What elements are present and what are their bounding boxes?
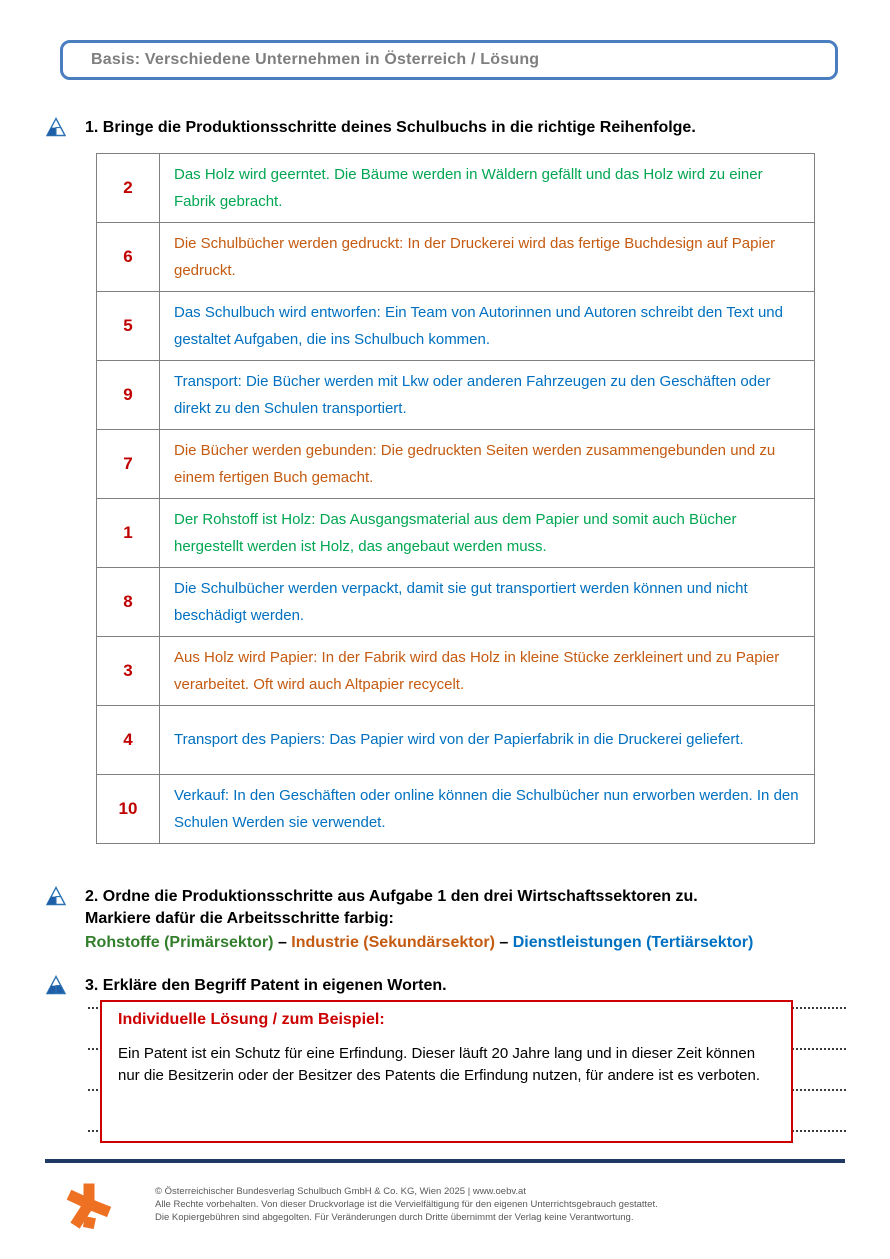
difficulty-pyramid-icon bbox=[45, 975, 67, 995]
production-steps-table bbox=[96, 153, 815, 844]
step-description: Transport: Die Bücher werden mit Lkw oder anderen Fahrzeugen zu den Geschäften oder direkt zu den Schulen transportiert. bbox=[160, 361, 815, 430]
copyright-line2: Alle Rechte vorbehalten. Von dieser Druckvorlage ist die Vervielfältigung für den eigenen Unterrichtsgebrauch gestattet. bbox=[155, 1199, 658, 1210]
step-description: Das Schulbuch wird entworfen: Ein Team von Autorinnen und Autoren schreibt den Text und gestaltet Aufgaben, die ins Schulbuch kommen. bbox=[160, 292, 815, 361]
oebv-logo-icon bbox=[66, 1180, 112, 1232]
step-order-number: 4 bbox=[97, 706, 160, 775]
step-description: Transport des Papiers: Das Papier wird von der Papierfabrik in die Druckerei geliefert. bbox=[160, 706, 815, 775]
step-description: Die Schulbücher werden gedruckt: In der Druckerei wird das fertige Buchdesign auf Papier gedruckt. bbox=[160, 223, 815, 292]
step-order-number: 2 bbox=[97, 154, 160, 223]
worksheet-title: Basis: Verschiedene Unternehmen in Österreich / Lösung bbox=[91, 51, 540, 68]
table-row bbox=[97, 154, 815, 223]
step-order-number: 9 bbox=[97, 361, 160, 430]
legend-separator: – bbox=[499, 934, 509, 951]
task2-title-line1: 2. Ordne die Produktionsschritte aus Aufgabe 1 den drei Wirtschaftssektoren zu. bbox=[85, 888, 698, 905]
table-row bbox=[97, 292, 815, 361]
table-row bbox=[97, 706, 815, 775]
solution-box bbox=[100, 1000, 793, 1143]
legend-separator: – bbox=[277, 934, 287, 951]
copyright-line1: © Österreichischer Bundesverlag Schulbuch GmbH & Co. KG, Wien 2025 | www.oebv.at bbox=[155, 1186, 526, 1197]
task2-heading-row bbox=[45, 886, 753, 954]
solution-text: Ein Patent ist ein Schutz für eine Erfindung. Dieser läuft 20 Jahre lang und in dieser Zeit können nur die Besitzerin oder der Besitzer des Patents die Erfindung nutzen, für andere ist es verboten. bbox=[118, 1045, 761, 1084]
step-order-number: 8 bbox=[97, 568, 160, 637]
task1-heading-row bbox=[45, 117, 696, 139]
step-order-number: 5 bbox=[97, 292, 160, 361]
table-row bbox=[97, 637, 815, 706]
task3-answer-area bbox=[88, 1000, 846, 1152]
table-row bbox=[97, 568, 815, 637]
copyright-text bbox=[155, 1185, 658, 1224]
step-description: Verkauf: In den Geschäften oder online können die Schulbücher nun erworben werden. In den Schulen Werden sie verwendet. bbox=[160, 775, 815, 844]
legend-secondary-sector: Industrie (Sekundärsektor) bbox=[291, 934, 495, 951]
footer-divider bbox=[45, 1159, 845, 1163]
task3-title: 3. Erkläre den Begriff Patent in eigenen Worten. bbox=[85, 977, 447, 994]
step-order-number: 1 bbox=[97, 499, 160, 568]
task3-heading-row bbox=[45, 975, 447, 997]
table-row bbox=[97, 223, 815, 292]
sector-color-legend bbox=[85, 932, 753, 954]
worksheet-title-box bbox=[60, 40, 838, 80]
step-description: Die Bücher werden gebunden: Die gedruckten Seiten werden zusammengebunden und zu einem fertigen Buch gemacht. bbox=[160, 430, 815, 499]
task1-title: 1. Bringe die Produktionsschritte deines Schulbuchs in die richtige Reihenfolge. bbox=[85, 119, 696, 136]
task2-text-block bbox=[85, 886, 753, 954]
step-description: Das Holz wird geerntet. Die Bäume werden in Wäldern gefällt und das Holz wird zu einer Fabrik gebracht. bbox=[160, 154, 815, 223]
legend-primary-sector: Rohstoffe (Primärsektor) bbox=[85, 934, 274, 951]
difficulty-pyramid-icon bbox=[45, 117, 67, 137]
difficulty-pyramid-icon bbox=[45, 886, 67, 906]
table-row bbox=[97, 775, 815, 844]
step-order-number: 7 bbox=[97, 430, 160, 499]
table-row bbox=[97, 499, 815, 568]
step-description: Der Rohstoff ist Holz: Das Ausgangsmaterial aus dem Papier und somit auch Bücher hergestellt werden ist Holz, das angebaut werden muss. bbox=[160, 499, 815, 568]
solution-heading: Individuelle Lösung / zum Beispiel: bbox=[118, 1011, 385, 1028]
table-row bbox=[97, 361, 815, 430]
production-steps-body bbox=[97, 154, 815, 844]
table-row bbox=[97, 430, 815, 499]
task2-title-line2: Markiere dafür die Arbeitsschritte farbig: bbox=[85, 910, 394, 927]
step-order-number: 3 bbox=[97, 637, 160, 706]
step-description: Die Schulbücher werden verpackt, damit sie gut transportiert werden können und nicht beschädigt werden. bbox=[160, 568, 815, 637]
step-order-number: 10 bbox=[97, 775, 160, 844]
legend-tertiary-sector: Dienstleistungen (Tertiärsektor) bbox=[512, 934, 754, 951]
copyright-line3: Die Kopiergebühren sind abgegolten. Für Veränderungen durch Dritte übernimmt der Verlag keine Verantwortung. bbox=[155, 1212, 634, 1223]
step-description: Aus Holz wird Papier: In der Fabrik wird das Holz in kleine Stücke zerkleinert und zu Papier verarbeitet. Oft wird auch Altpapier recycelt. bbox=[160, 637, 815, 706]
step-order-number: 6 bbox=[97, 223, 160, 292]
